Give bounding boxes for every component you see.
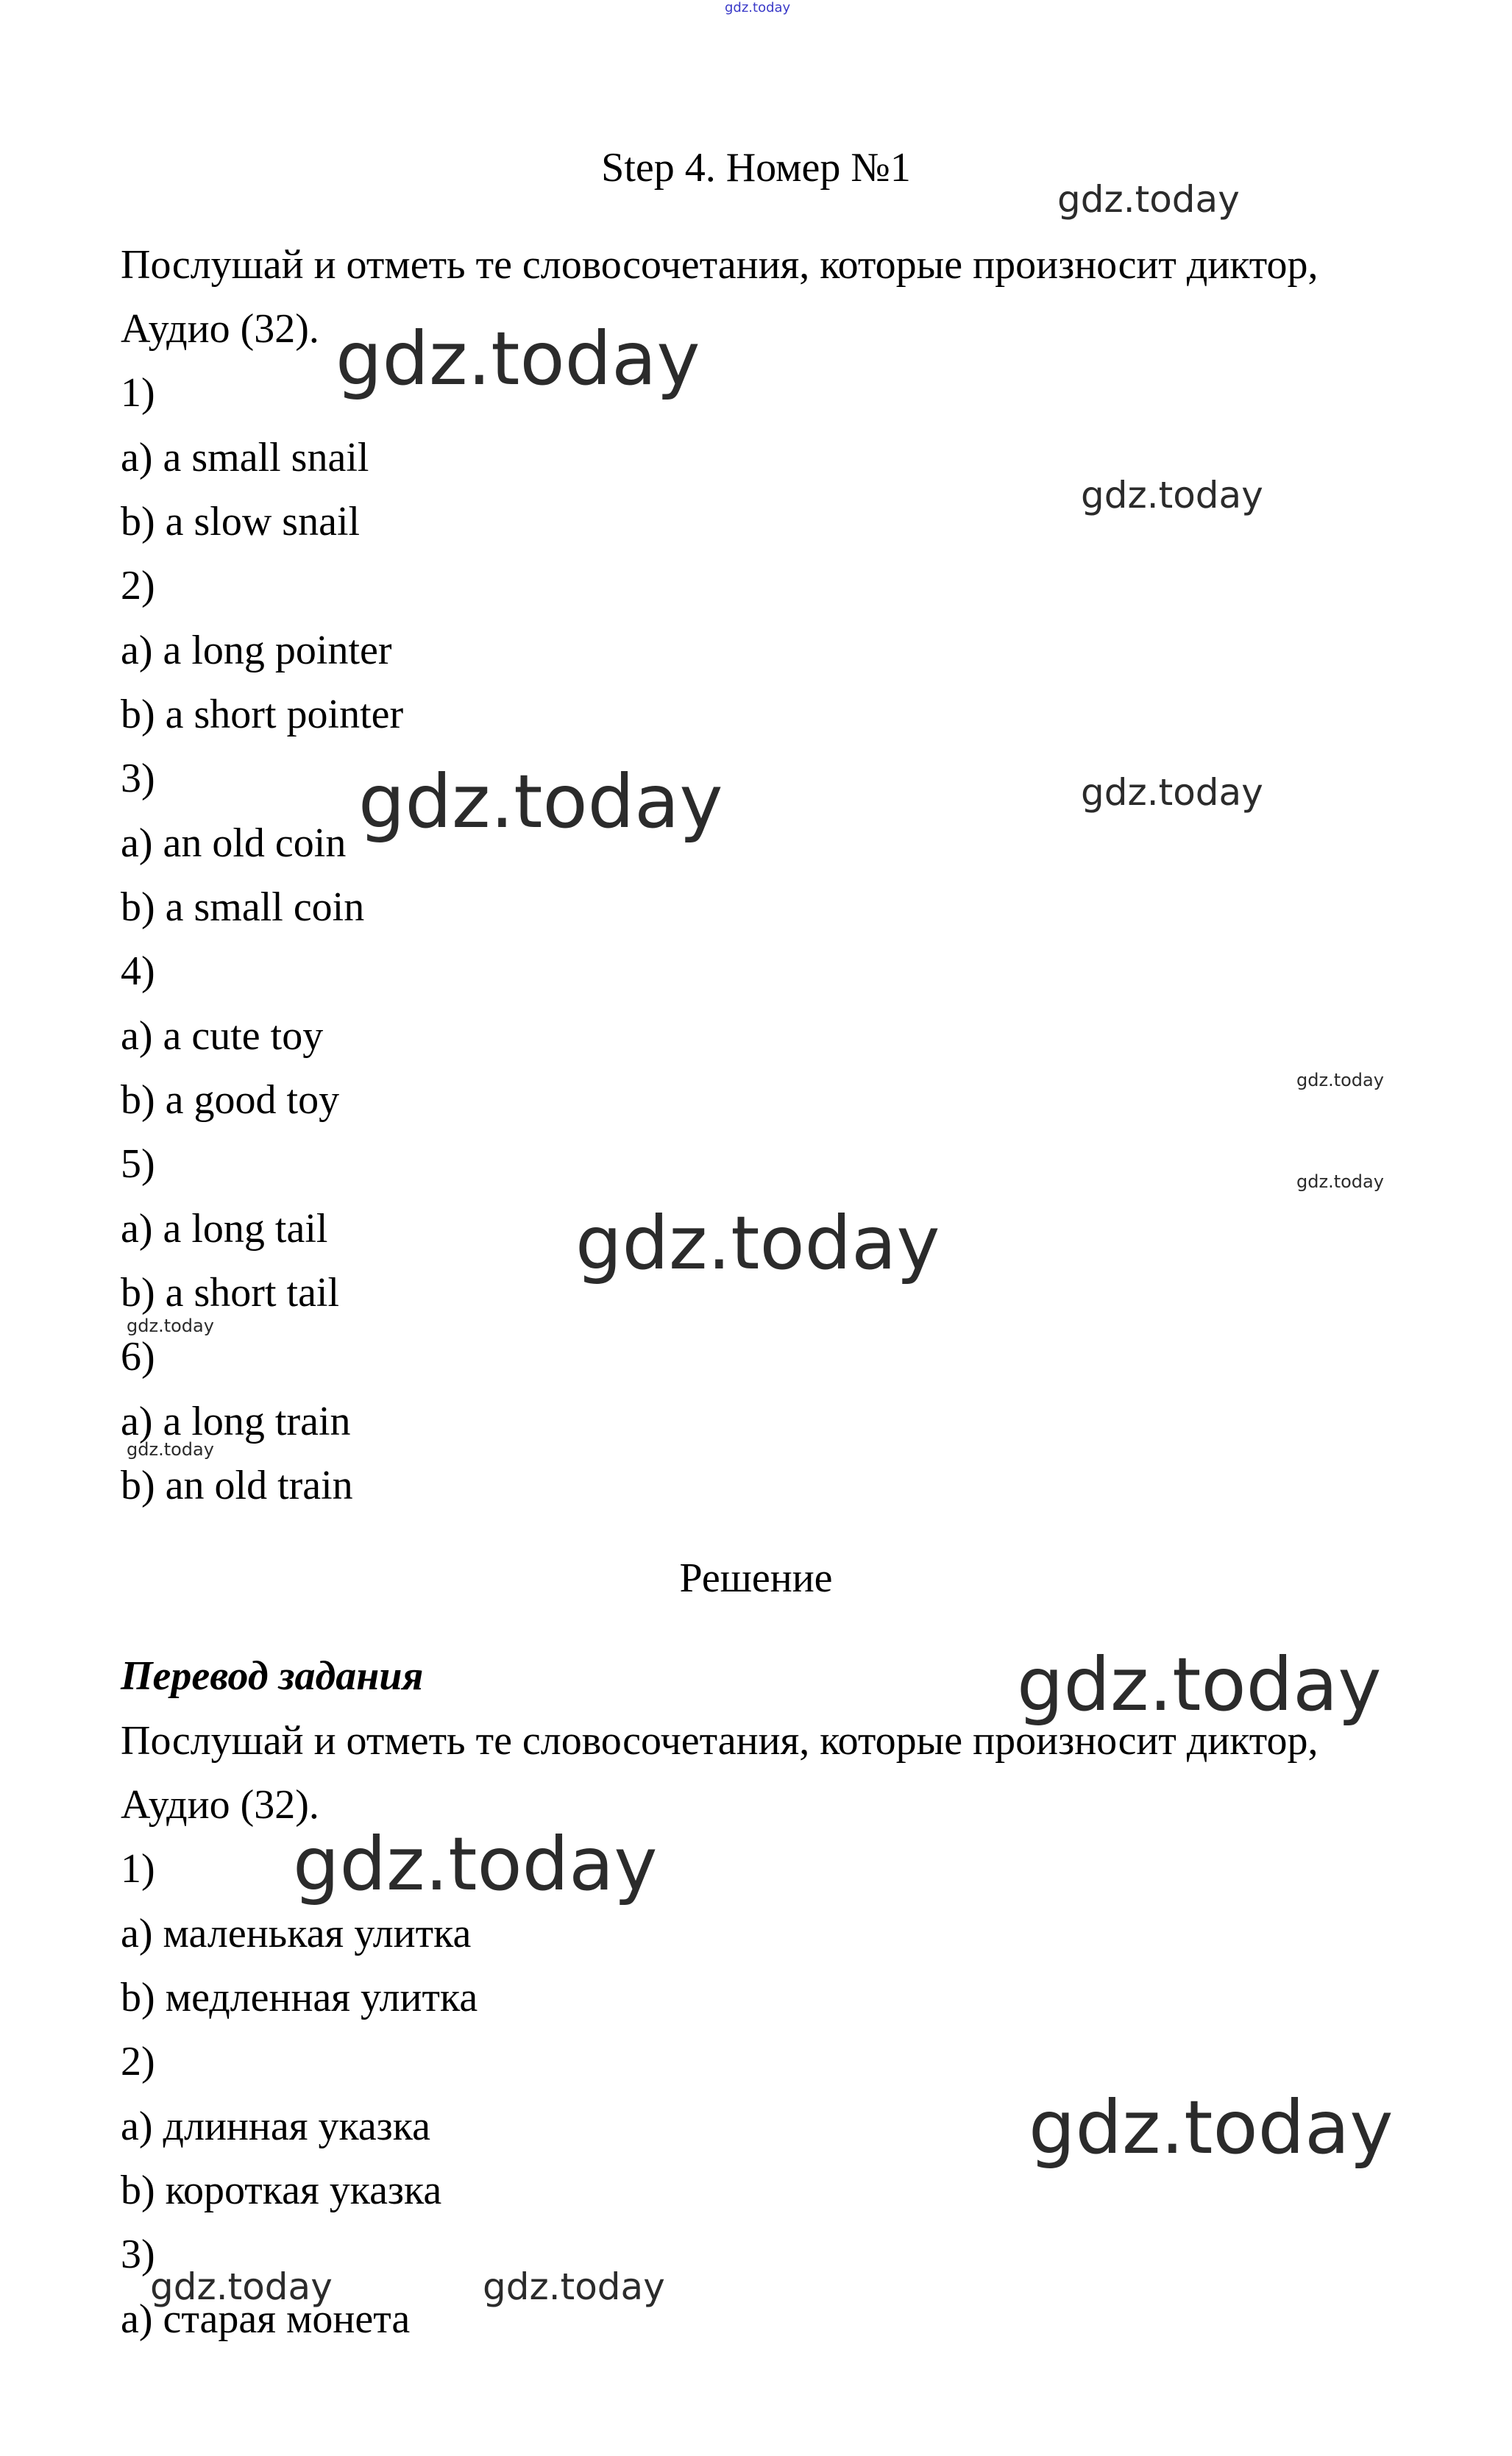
solution-item-2-option-b: b) короткая указка: [121, 2168, 442, 2213]
solution-instruction-line1: Послушай и отметь те словосочетания, которые произносит диктор,: [121, 1718, 1318, 1764]
task-item-6-option-a: a) a long train: [121, 1399, 351, 1444]
solution-instruction-line2: Аудио (32).: [121, 1782, 319, 1828]
solution-item-1-option-b: b) медленная улитка: [121, 1975, 478, 2020]
task-instruction-line2: Аудио (32).: [121, 306, 319, 352]
watermark: gdz.today: [1296, 1070, 1384, 1090]
task-item-3-option-b: b) a small coin: [121, 884, 365, 930]
task-item-1-option-b: b) a slow snail: [121, 499, 361, 544]
solution-item-3-option-a: a) старая монета: [121, 2296, 411, 2342]
watermark: gdz.today: [1057, 178, 1240, 221]
watermark: gdz.today: [336, 316, 700, 402]
watermark: gdz.today: [127, 1439, 214, 1460]
solution-item-2-option-a: a) длинная указка: [121, 2104, 431, 2149]
task-item-1-number: 1): [121, 370, 155, 416]
task-item-2-option-b: b) a short pointer: [121, 692, 404, 737]
watermark: gdz.today: [358, 759, 723, 845]
task-item-2-option-a: a) a long pointer: [121, 628, 392, 673]
watermark: gdz.today: [575, 1200, 940, 1286]
task-item-6-option-b: b) an old train: [121, 1463, 353, 1508]
task-item-5-number: 5): [121, 1141, 155, 1187]
watermark: gdz.today: [150, 2265, 333, 2308]
watermark: gdz.today: [1081, 771, 1263, 814]
task-item-5-option-b: b) a short tail: [121, 1270, 340, 1316]
task-item-1-option-a: a) a small snail: [121, 435, 369, 480]
task-item-4-number: 4): [121, 948, 155, 994]
watermark: gdz.today: [1029, 2084, 1394, 2171]
task-item-5-option-a: a) a long tail: [121, 1206, 328, 1252]
watermark: gdz.today: [1017, 1642, 1382, 1728]
watermark: gdz.today: [1081, 474, 1263, 517]
solution-item-1-option-a: a) маленькая улитка: [121, 1911, 472, 1956]
translation-heading: Перевод задания: [121, 1653, 424, 1699]
watermark: gdz.today: [1296, 1171, 1384, 1192]
solution-item-3-number: 3): [121, 2232, 155, 2277]
task-instruction-line1: Послушай и отметь те словосочетания, которые произносит диктор,: [121, 242, 1318, 288]
task-item-4-option-a: a) a cute toy: [121, 1013, 324, 1059]
task-item-3-number: 3): [121, 756, 155, 801]
solution-heading: Решение: [679, 1555, 833, 1601]
task-item-2-number: 2): [121, 563, 155, 608]
solution-item-1-number: 1): [121, 1846, 155, 1892]
watermark: gdz.today: [293, 1821, 658, 1907]
header-watermark: gdz.today: [725, 0, 791, 15]
watermark: gdz.today: [127, 1316, 214, 1336]
task-item-3-option-a: a) an old coin: [121, 820, 347, 866]
task-item-6-number: 6): [121, 1334, 155, 1380]
watermark: gdz.today: [483, 2265, 665, 2308]
page-title: Step 4. Номер №1: [601, 145, 911, 191]
solution-item-2-number: 2): [121, 2039, 155, 2084]
task-item-4-option-b: b) a good toy: [121, 1077, 340, 1123]
